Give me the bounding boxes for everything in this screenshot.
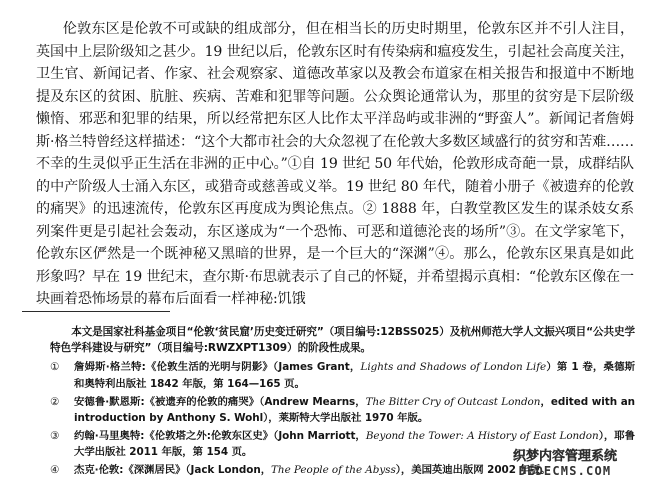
footnote-text <box>74 359 635 391</box>
footnote-marker: ① <box>50 361 60 374</box>
body-paragraph: 伦敦东区是伦敦不可或缺的组成部分，但在相当长的历史时期里，伦敦东区并不引人注目，英国中上层阶级知之甚少。19 世纪以后，伦敦东区时有传染病和瘟疫发生，引起社会高度关注，卫生官、新闻记者、作家、社会观察家、道德改革家以及教会布道家在相关报告和报道中不断地提及东区的贫困、肮脏、疾病、苦难和犯罪等问题。公众舆论通常认为，那里的贫穷是下层阶级懒惰、邪恶和犯罪的结果，所以经常把东区人比作太平洋岛屿或非洲的“野蛮人”。新闻记者詹姆斯·格兰特曾经这样描述：“这个大都市社会的大众忽视了在伦敦大多数区域盛行的贫穷和苦难……不幸的生灵似乎正生活在非洲的正中心。”①自 19 世纪 50 年代始，伦敦形成奇葩一景，成群结队的中产阶级人士涌入东区，或猎奇或慈善或义举。19 世纪 80 年代，随着小册子《被遗弃的伦敦的痛哭》的迅速流传，伦敦东区再度成为舆论焦点。② 1888 年，白教堂教区发生的谋杀妓女系列案件更是引起社会轰动，东区遂成为“一个恐怖、可恶和道德沦丧的场所”③。在文学家笔下，伦敦东区俨然是一个既神秘又黑暗的世界，是一个巨大的“深渊”④。那么，伦敦东区果真是如此形象吗？早在 19 世纪末，查尔斯·布思就表示了自己的怀疑，并希望揭示真相：“伦敦东区像在一块画着恐怖场景的幕布后面看一样神秘:饥饿 <box>36 21 634 308</box>
footnote-cjk-after: ），美国英迪出版网 2002 年版。 <box>395 463 551 476</box>
watermark <box>489 449 641 478</box>
footnote-cjk-before: 詹姆斯·格兰特:《伦敦生活的光明与阴影》（James Grant， <box>74 361 361 374</box>
footnote-item <box>50 394 635 426</box>
footnote-marker: ④ <box>50 463 60 476</box>
footnote-title-italic: The People of the Abyss <box>271 463 396 476</box>
funding-note: 本文是国家社科基金项目“伦敦‘贫民窟’历史变迁研究”（项目编号:12BSS025）及杭州师范大学人文振兴项目“公共史学特色学科建设与研究”（项目编号:RWZXPT1309）的阶段性成果。 <box>50 326 635 355</box>
footnote-item <box>50 359 635 391</box>
footnote-separator-rule <box>22 311 170 312</box>
footnote-marker: ② <box>50 395 60 408</box>
footnote-title-italic: The Bitter Cry of Outcast London <box>365 395 541 408</box>
footnote-text <box>74 394 635 426</box>
footnote-cjk-after: ）第 1 卷，桑德斯和奥特利出版社 1842 年版，第 164—165 页。 <box>74 361 635 390</box>
footnote-marker: ③ <box>50 429 60 442</box>
footnote-cjk-before: 约翰·马里奥特:《伦敦塔之外:伦敦东区史》（John Marriott， <box>74 429 366 442</box>
footnote-title-italic: Lights and Shadows of London Life <box>360 361 547 374</box>
footnote-cjk-before: 杰克·伦敦:《深渊居民》（Jack London， <box>74 463 272 476</box>
watermark-domain-line: DEDECMS.COM <box>518 464 612 478</box>
footnote-cjk-after: ），耶鲁大学出版社 2011 年版，第 154 页。 <box>74 429 635 458</box>
watermark-cjk-line: 织梦内容管理系统 <box>512 449 617 464</box>
footnote-title-italic: Beyond the Tower: A History of East London <box>365 429 599 442</box>
footnote-cjk-before: 安德鲁·默恩斯:《被遗弃的伦敦的痛哭》（Andrew Mearns， <box>74 395 366 408</box>
footnote-cjk-after: ，edited with an introduction by Anthony S. Wohl），莱斯特大学出版社 1970 年版。 <box>74 395 636 424</box>
